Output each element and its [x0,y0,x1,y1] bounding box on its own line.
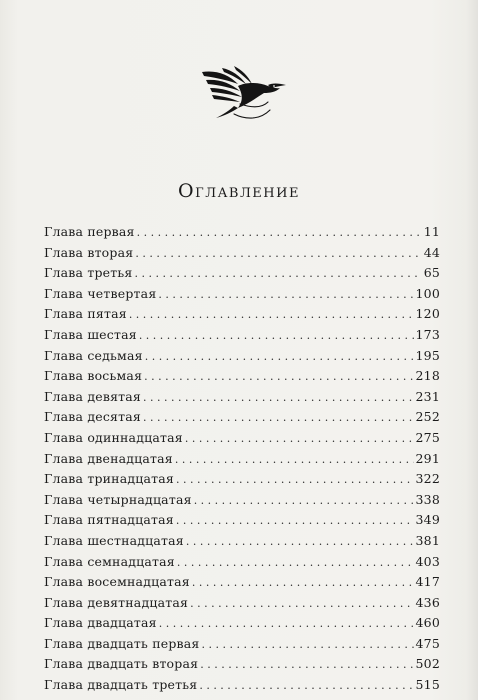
toc-dot-leader [129,305,414,326]
page-title: Оглавление [178,180,300,202]
toc-entry-page-number: 231 [415,388,440,404]
toc-entry [44,634,440,655]
toc-dot-leader [159,614,414,635]
toc-entry-label: Глава семнадцатая [44,553,175,569]
toc-dot-leader [177,553,414,574]
toc-dot-leader [200,655,413,676]
toc-entry [44,675,440,696]
toc-entry-page-number: 252 [415,409,440,425]
toc-dot-leader [192,573,414,594]
toc-entry-page-number: 322 [415,471,440,487]
toc-entry-label: Глава восемнадцатая [44,574,190,590]
toc-entry-page-number: 349 [415,512,440,528]
toc-entry-page-number: 195 [415,347,440,363]
toc-entry-label: Глава двадцать третья [44,677,198,693]
toc-entry-page-number: 291 [415,450,440,466]
toc-dot-leader [194,491,414,512]
toc-entry-label: Глава пятая [44,306,127,322]
toc-entry-label: Глава двадцать вторая [44,656,199,672]
toc-entry [44,552,440,573]
toc-entry-page-number: 11 [423,224,440,239]
toc-entry [44,325,440,346]
toc-dot-leader [143,388,414,409]
toc-dot-leader [199,676,413,697]
toc-entry [44,222,440,243]
toc-entry-label: Глава девятая [44,388,142,404]
toc-entry-label: Глава первая [44,224,135,239]
toc-entry-label: Глава третья [44,265,133,281]
toc-dot-leader [139,326,414,347]
toc-entry-page-number: 65 [423,265,440,281]
toc-entry-label: Глава седьмая [44,347,143,363]
toc-entry-label: Глава девятнадцатая [44,594,189,610]
toc-entry [44,366,440,387]
toc-entry [44,243,440,264]
toc-entry-label: Глава двенадцатая [44,450,173,466]
toc-entry [44,387,440,408]
toc-entry-page-number: 275 [415,429,440,445]
toc-entry-label: Глава четвертая [44,285,157,301]
toc-entry [44,449,440,470]
toc-dot-leader [144,367,413,388]
toc-dot-leader [134,264,421,285]
toc-entry-label: Глава вторая [44,244,134,260]
toc-entry [44,284,440,305]
toc-entry-page-number: 381 [415,532,440,548]
toc-entry-page-number: 100 [415,285,440,301]
toc-dot-leader [145,347,414,368]
toc-entry [44,572,440,593]
toc-dot-leader [190,594,413,615]
toc-dot-leader [143,408,414,429]
toc-entry [44,428,440,449]
toc-entry-page-number: 436 [415,594,440,610]
toc-entry-label: Глава шестая [44,326,137,342]
bird-ornament-icon [198,64,290,122]
toc-entry-page-number: 403 [415,553,440,569]
toc-entry [44,263,440,284]
toc-entry [44,346,440,367]
toc-entry-page-number: 515 [415,677,440,693]
table-of-contents [44,222,440,696]
toc-entry-page-number: 218 [415,368,440,384]
toc-entry-page-number: 173 [415,326,440,342]
toc-entry-page-number: 460 [415,615,440,631]
toc-dot-leader [186,532,414,553]
toc-entry-label: Глава восьмая [44,368,143,384]
toc-dot-leader [158,285,413,306]
toc-entry-page-number: 502 [415,656,440,672]
toc-entry-label: Глава четырнадцатая [44,491,192,507]
toc-entry [44,490,440,511]
toc-entry [44,593,440,614]
toc-entry-page-number: 475 [415,635,440,651]
toc-entry [44,304,440,325]
toc-entry [44,469,440,490]
toc-entry [44,613,440,634]
toc-entry-page-number: 120 [415,306,440,322]
toc-entry-label: Глава пятнадцатая [44,512,174,528]
toc-dot-leader [137,223,422,244]
toc-entry [44,407,440,428]
toc-entry-label: Глава двадцатая [44,615,157,631]
toc-entry [44,531,440,552]
toc-dot-leader [176,470,414,491]
toc-entry-label: Глава десятая [44,409,141,425]
toc-dot-leader [135,244,421,265]
toc-dot-leader [185,429,414,450]
toc-entry [44,510,440,531]
toc-entry-label: Глава двадцать первая [44,635,200,651]
toc-dot-leader [175,450,414,471]
toc-entry-label: Глава одиннадцатая [44,429,183,445]
toc-entry-page-number: 44 [423,244,440,260]
toc-entry-page-number: 417 [415,574,440,590]
toc-entry-label: Глава шестнадцатая [44,532,184,548]
toc-entry [44,654,440,675]
toc-dot-leader [176,511,414,532]
page-edge-shadow [466,0,478,700]
toc-entry-page-number: 338 [415,491,440,507]
toc-entry-label: Глава тринадцатая [44,471,175,487]
toc-dot-leader [202,635,414,656]
